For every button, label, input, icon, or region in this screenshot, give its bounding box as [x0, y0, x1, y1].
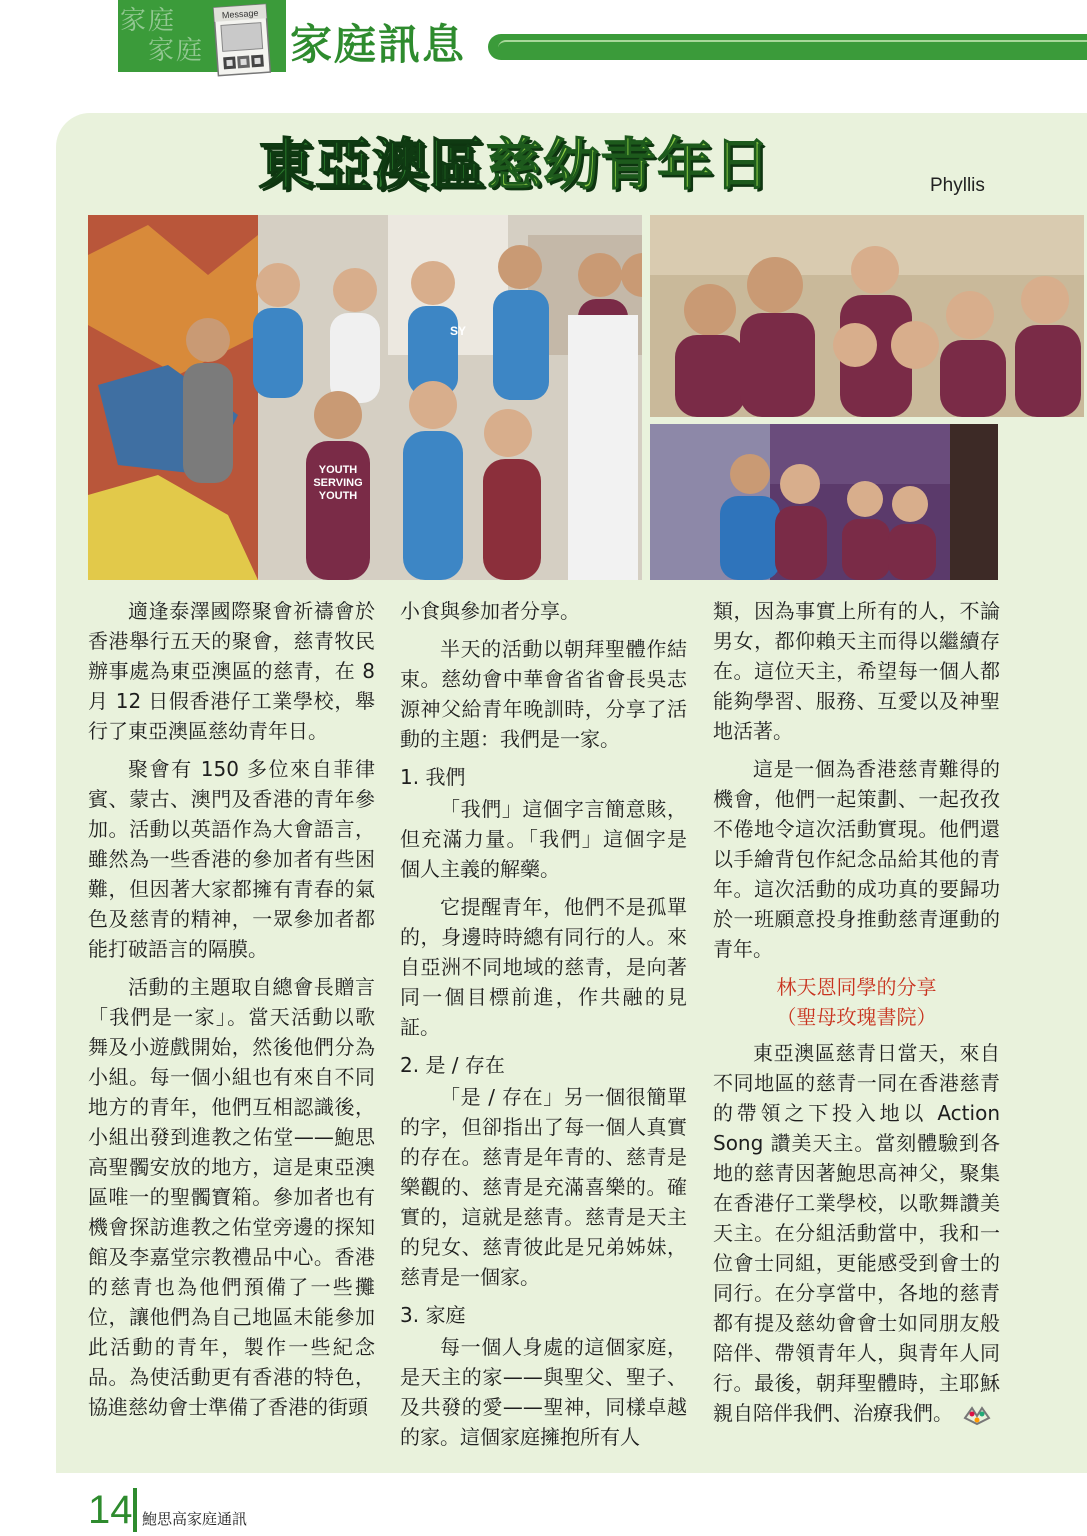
- paragraph: 聚會有 150 多位來自菲律賓、蒙古、澳門及香港的青年參加。活動以英語作為大會語言，雖然為一些香港的參加者有些困難，但因著大家都擁有青春的氣色及慈青的精神，一眾參加者都能打破語言的隔膜。: [88, 757, 375, 961]
- body-column-2: [400, 596, 687, 1460]
- end-mark-icon: [962, 1404, 992, 1428]
- paragraph: 活動的主題取自總會長贈言「我們是一家」。當天活動以歌舞及小遊戲開始，然後他們分為小組。每一個小組也有來自不同地方的青年，他們互相認識後，小組出發到進教之佑堂——鮑思高聖髑安放的地方，這是東亞澳區唯一的聖髑寶箱。參加者也有機會探訪進教之佑堂旁邊的探知館及李嘉堂宗教禮品中心。香港的慈青也為他們預備了一些攤位，讓他們為自己地區未能參加此活動的青年，製作一些紀念品。為使活動更有香港的特色，協進慈幼會士準備了香港的街頭: [88, 975, 375, 1419]
- section-header: [0, 0, 1087, 72]
- shirt-badge: SY: [450, 324, 467, 338]
- point-heading-2: 2. 是 / 存在: [400, 1053, 505, 1077]
- sharing-title: 林天恩同學的分享: [776, 975, 937, 999]
- shirt-text-2: SERVING: [313, 477, 363, 489]
- paragraph: 「我們」這個字言簡意賅，但充滿力量。「我們」這個字是個人主義的解藥。: [400, 797, 687, 881]
- point-heading-3: 3. 家庭: [400, 1303, 466, 1327]
- shirt-text-3: YOUTH: [318, 490, 358, 502]
- paragraph: 「是 / 存在」另一個很簡單的字，但卻指出了每一個人真實的存在。慈青是年青的、慈青是樂觀的、慈青是充滿喜樂的。確實的，這就是慈青。慈青是天主的兒女、慈青彼此是兄弟姊妹，慈青是一個家。: [400, 1085, 687, 1289]
- body-column-3: [713, 596, 1000, 1436]
- group-photo-top-right: [650, 215, 1084, 417]
- group-photo-main: [88, 215, 642, 580]
- article-title: [258, 134, 771, 198]
- message-paper-icon: [212, 2, 273, 78]
- header-ghost-text-2: 家庭: [148, 36, 205, 66]
- shirt-text-1: YOUTH: [318, 464, 358, 476]
- paragraph-continued: 類，因為事實上所有的人，不論男女，都仰賴天主而得以繼續存在。這位天主，希望每一個人都能夠學習、服務、互愛以及神聖地活著。: [713, 599, 1000, 743]
- paragraph: 東亞澳區慈青日當天，來自不同地區的慈青一同在香港慈青的帶領之下投入地以 Action Song 讚美天主。當刻體驗到各地的慈青因著鮑思高神父，聚集在香港仔工業學校，以歌舞讚美天主。在分組活動當中，我和一位會士同組，更能感受到會士的同行。在分享當中，各地的慈青都有提及慈幼會會士如同朋友般陪伴、帶領青年人，與青年人同行。最後，朝拜聖體時，主耶穌親自陪伴我們、治療我們。: [713, 1041, 1000, 1425]
- page-number: 14: [88, 1488, 133, 1532]
- publication-name: 鮑思高家庭通訊: [142, 1510, 248, 1528]
- article-author: Phyllis: [930, 175, 985, 196]
- title-part-2: 慈幼青年日: [486, 133, 771, 198]
- point-heading-1: 1. 我們: [400, 765, 466, 789]
- title-part-1: 東亞澳區: [258, 133, 486, 198]
- paragraph-continued: 小食與參加者分享。: [400, 599, 580, 623]
- paragraph: 它提醒青年，他們不是孤單的，身邊時時總有同行的人。來自亞洲不同地域的慈青，是向著同一個目標前進，作共融的見証。: [400, 895, 687, 1039]
- body-column-1: [88, 596, 375, 1430]
- group-photo-bottom-right: [650, 424, 998, 580]
- paragraph: 半天的活動以朝拜聖體作結束。慈幼會中華會省省會長吳志源神父給青年晚訓時，分享了活動的主題：我們是一家。: [400, 637, 687, 751]
- message-label: Message: [221, 7, 259, 21]
- footer-divider: [133, 1488, 137, 1532]
- sharing-school: （聖母玫瑰書院）: [776, 1005, 937, 1029]
- header-rule: [488, 34, 1087, 60]
- section-title: 家庭訊息: [290, 20, 467, 69]
- header-ghost-text: 家庭: [120, 6, 177, 36]
- paragraph: 這是一個為香港慈青難得的機會，他們一起策劃、一起孜孜不倦地令這次活動實現。他們還以手繪背包作紀念品給其他的青年。這次活動的成功真的要歸功於一班願意投身推動慈青運動的青年。: [713, 757, 1000, 961]
- paragraph: 每一個人身處的這個家庭，是天主的家——與聖父、聖子、及共發的愛——聖神，同樣卓越的家。這個家庭擁抱所有人: [400, 1335, 687, 1449]
- paragraph: 適逢泰澤國際聚會祈禱會於香港舉行五天的聚會，慈青牧民辦事處為東亞澳區的慈青，在 8 月 12 日假香港仔工業學校，舉行了東亞澳區慈幼青年日。: [88, 599, 375, 743]
